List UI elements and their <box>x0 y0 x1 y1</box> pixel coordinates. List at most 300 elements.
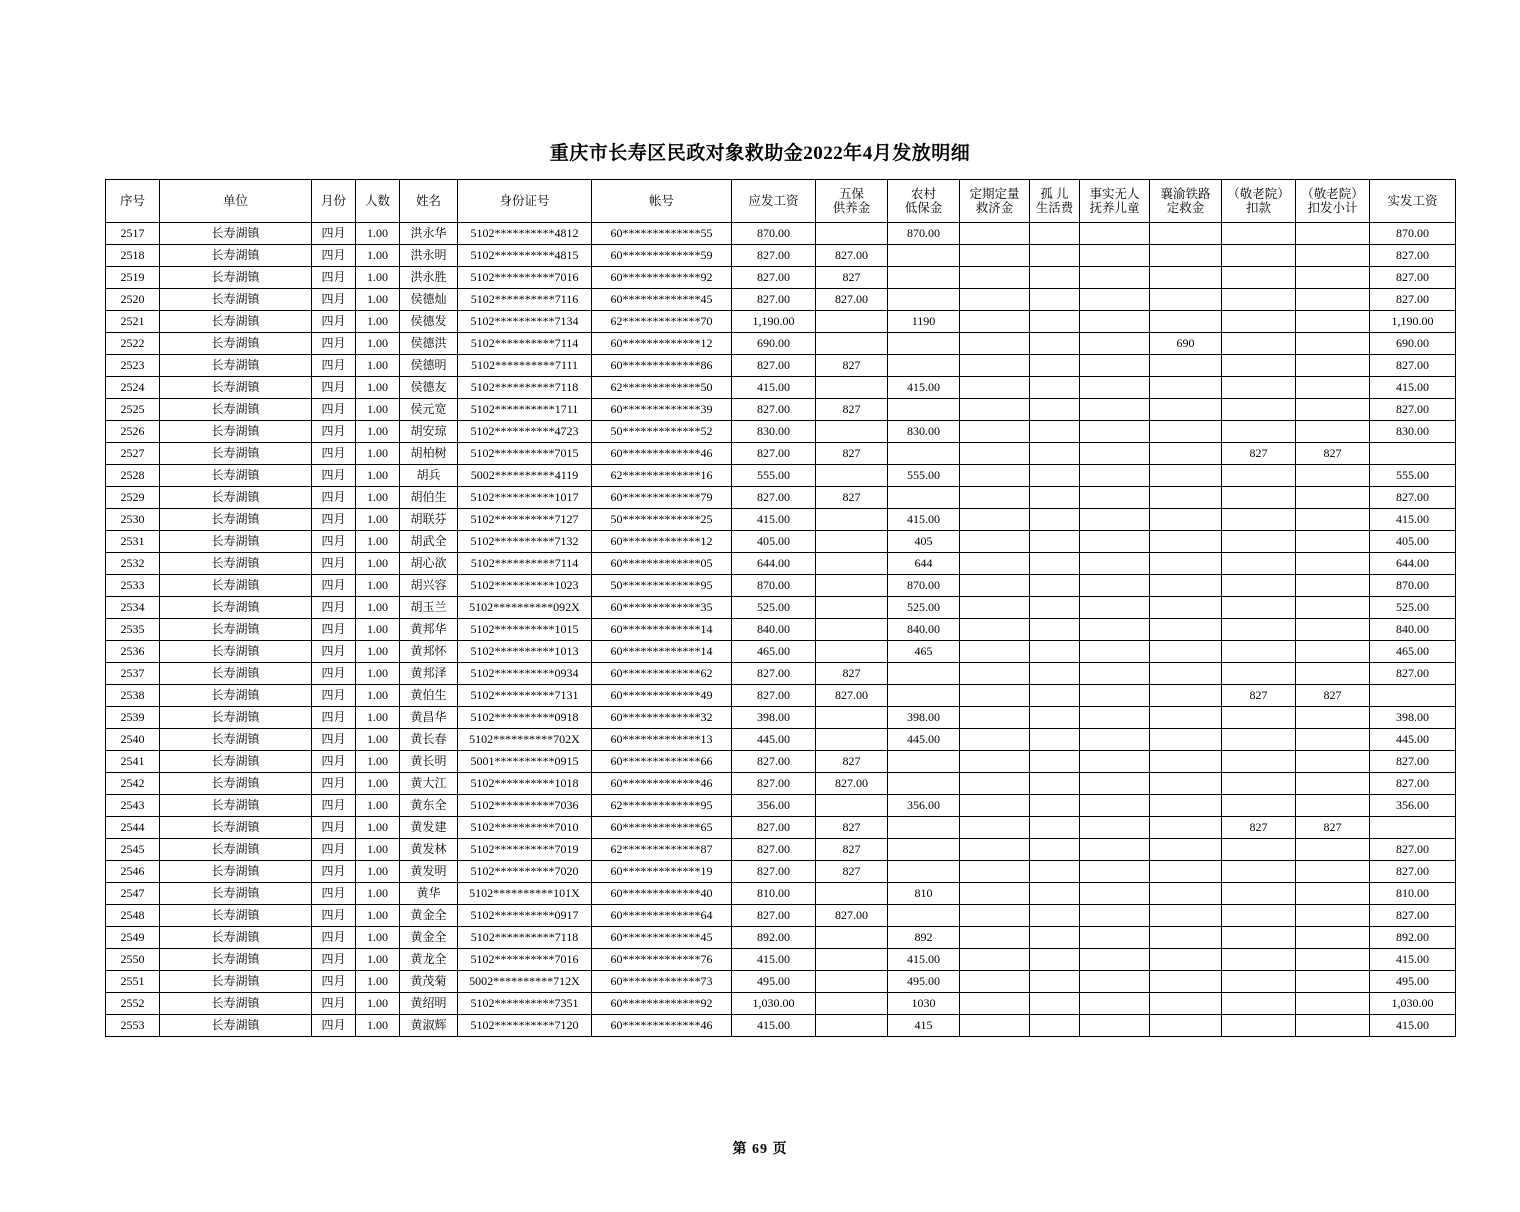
cell-0: 2540 <box>106 729 160 751</box>
cell-amount-11 <box>1030 993 1080 1015</box>
cell-amount-14 <box>1222 993 1296 1015</box>
cell-amount-12 <box>1080 421 1150 443</box>
cell-amount-9 <box>888 663 960 685</box>
column-header-8 <box>816 180 888 223</box>
cell-1: 长寿湖镇 <box>160 619 312 641</box>
cell-amount-16: 827.00 <box>1370 355 1456 377</box>
cell-account-number: 60*************45 <box>592 927 732 949</box>
cell-amount-14 <box>1222 861 1296 883</box>
cell-amount-16 <box>1370 817 1456 839</box>
cell-2: 四月 <box>312 267 356 289</box>
cell-id-number: 5102**********4723 <box>458 421 592 443</box>
table-row <box>106 443 1456 465</box>
cell-amount-12 <box>1080 245 1150 267</box>
cell-3: 1.00 <box>356 685 400 707</box>
cell-amount-14 <box>1222 773 1296 795</box>
cell-amount-14 <box>1222 597 1296 619</box>
table-row <box>106 927 1456 949</box>
cell-person-name: 黄金全 <box>400 927 458 949</box>
cell-amount-15 <box>1296 311 1370 333</box>
cell-amount-15 <box>1296 641 1370 663</box>
cell-id-number: 5102**********101X <box>458 883 592 905</box>
cell-id-number: 5102**********702X <box>458 729 592 751</box>
cell-amount-12 <box>1080 729 1150 751</box>
cell-amount-13 <box>1150 883 1222 905</box>
cell-account-number: 60*************46 <box>592 1015 732 1037</box>
cell-amount-14 <box>1222 289 1296 311</box>
cell-amount-7: 827.00 <box>732 443 816 465</box>
cell-amount-11 <box>1030 773 1080 795</box>
column-header-9 <box>888 180 960 223</box>
column-header-line1: 身份证号 <box>499 193 550 208</box>
cell-amount-13 <box>1150 377 1222 399</box>
cell-1: 长寿湖镇 <box>160 597 312 619</box>
table-header-row <box>106 180 1456 223</box>
cell-amount-11 <box>1030 377 1080 399</box>
cell-person-name: 黄茂菊 <box>400 971 458 993</box>
cell-3: 1.00 <box>356 509 400 531</box>
cell-1: 长寿湖镇 <box>160 795 312 817</box>
cell-1: 长寿湖镇 <box>160 971 312 993</box>
cell-amount-8 <box>816 377 888 399</box>
cell-amount-13 <box>1150 971 1222 993</box>
cell-2: 四月 <box>312 773 356 795</box>
cell-0: 2553 <box>106 1015 160 1037</box>
cell-person-name: 黄邦华 <box>400 619 458 641</box>
cell-amount-11 <box>1030 751 1080 773</box>
cell-amount-8 <box>816 1015 888 1037</box>
cell-amount-15 <box>1296 861 1370 883</box>
cell-amount-8 <box>816 993 888 1015</box>
cell-amount-9: 810 <box>888 883 960 905</box>
cell-amount-12 <box>1080 773 1150 795</box>
cell-amount-7: 827.00 <box>732 861 816 883</box>
cell-account-number: 62*************16 <box>592 465 732 487</box>
cell-3: 1.00 <box>356 993 400 1015</box>
cell-amount-14 <box>1222 883 1296 905</box>
cell-id-number: 5002**********4119 <box>458 465 592 487</box>
cell-id-number: 5102**********092X <box>458 597 592 619</box>
cell-amount-8 <box>816 795 888 817</box>
table-row <box>106 553 1456 575</box>
cell-amount-9 <box>888 905 960 927</box>
cell-amount-11 <box>1030 421 1080 443</box>
cell-3: 1.00 <box>356 421 400 443</box>
cell-2: 四月 <box>312 465 356 487</box>
table-row <box>106 773 1456 795</box>
table-row <box>106 795 1456 817</box>
cell-amount-11 <box>1030 289 1080 311</box>
cell-amount-16: 892.00 <box>1370 927 1456 949</box>
cell-amount-16: 465.00 <box>1370 641 1456 663</box>
cell-amount-11 <box>1030 795 1080 817</box>
cell-amount-9 <box>888 487 960 509</box>
cell-amount-11 <box>1030 443 1080 465</box>
cell-amount-9 <box>888 751 960 773</box>
column-header-11 <box>1030 180 1080 223</box>
cell-2: 四月 <box>312 311 356 333</box>
cell-amount-10 <box>960 619 1030 641</box>
cell-amount-11 <box>1030 311 1080 333</box>
column-header-line1: 孤 儿 <box>1040 186 1069 201</box>
cell-amount-10 <box>960 421 1030 443</box>
cell-amount-14 <box>1222 751 1296 773</box>
cell-amount-15 <box>1296 597 1370 619</box>
table-row <box>106 267 1456 289</box>
cell-1: 长寿湖镇 <box>160 905 312 927</box>
column-header-7 <box>732 180 816 223</box>
cell-amount-16: 356.00 <box>1370 795 1456 817</box>
cell-account-number: 62*************50 <box>592 377 732 399</box>
cell-id-number: 5102**********7118 <box>458 377 592 399</box>
cell-amount-16: 870.00 <box>1370 575 1456 597</box>
cell-1: 长寿湖镇 <box>160 267 312 289</box>
cell-1: 长寿湖镇 <box>160 927 312 949</box>
cell-amount-15: 827 <box>1296 685 1370 707</box>
cell-person-name: 黄长春 <box>400 729 458 751</box>
cell-amount-7: 827.00 <box>732 773 816 795</box>
column-header-10 <box>960 180 1030 223</box>
cell-amount-9 <box>888 399 960 421</box>
cell-1: 长寿湖镇 <box>160 355 312 377</box>
cell-amount-16: 445.00 <box>1370 729 1456 751</box>
table-row <box>106 729 1456 751</box>
cell-account-number: 60*************45 <box>592 289 732 311</box>
cell-amount-11 <box>1030 333 1080 355</box>
cell-amount-15 <box>1296 707 1370 729</box>
table-row <box>106 707 1456 729</box>
cell-account-number: 60*************05 <box>592 553 732 575</box>
table-row <box>106 487 1456 509</box>
cell-id-number: 5102**********7114 <box>458 553 592 575</box>
table-row <box>106 905 1456 927</box>
cell-1: 长寿湖镇 <box>160 531 312 553</box>
cell-2: 四月 <box>312 333 356 355</box>
cell-amount-16: 398.00 <box>1370 707 1456 729</box>
cell-person-name: 黄发明 <box>400 861 458 883</box>
cell-id-number: 5102**********7118 <box>458 927 592 949</box>
cell-account-number: 60*************55 <box>592 223 732 245</box>
cell-amount-16: 827.00 <box>1370 773 1456 795</box>
cell-amount-10 <box>960 509 1030 531</box>
cell-person-name: 侯德洪 <box>400 333 458 355</box>
cell-id-number: 5102**********7116 <box>458 289 592 311</box>
cell-id-number: 5102**********7351 <box>458 993 592 1015</box>
cell-amount-8: 827 <box>816 751 888 773</box>
cell-1: 长寿湖镇 <box>160 245 312 267</box>
cell-account-number: 60*************92 <box>592 993 732 1015</box>
cell-person-name: 胡柏树 <box>400 443 458 465</box>
cell-amount-12 <box>1080 817 1150 839</box>
cell-amount-7: 495.00 <box>732 971 816 993</box>
cell-amount-11 <box>1030 707 1080 729</box>
cell-2: 四月 <box>312 663 356 685</box>
cell-3: 1.00 <box>356 443 400 465</box>
cell-account-number: 60*************13 <box>592 729 732 751</box>
cell-amount-13 <box>1150 465 1222 487</box>
cell-3: 1.00 <box>356 883 400 905</box>
cell-amount-7: 827.00 <box>732 905 816 927</box>
cell-amount-10 <box>960 641 1030 663</box>
cell-amount-13 <box>1150 531 1222 553</box>
cell-person-name: 黄邦泽 <box>400 663 458 685</box>
cell-amount-15 <box>1296 355 1370 377</box>
cell-amount-8 <box>816 421 888 443</box>
cell-person-name: 洪永明 <box>400 245 458 267</box>
cell-amount-12 <box>1080 883 1150 905</box>
table-header <box>106 180 1456 223</box>
cell-amount-15 <box>1296 905 1370 927</box>
cell-id-number: 5102**********7131 <box>458 685 592 707</box>
cell-person-name: 胡联芬 <box>400 509 458 531</box>
cell-amount-8: 827 <box>816 267 888 289</box>
cell-amount-12 <box>1080 619 1150 641</box>
cell-amount-9: 495.00 <box>888 971 960 993</box>
cell-amount-8 <box>816 465 888 487</box>
cell-amount-12 <box>1080 751 1150 773</box>
cell-amount-9 <box>888 333 960 355</box>
cell-amount-7: 525.00 <box>732 597 816 619</box>
cell-amount-13 <box>1150 509 1222 531</box>
cell-amount-13 <box>1150 685 1222 707</box>
cell-amount-13: 690 <box>1150 333 1222 355</box>
cell-amount-9: 644 <box>888 553 960 575</box>
cell-amount-9: 445.00 <box>888 729 960 751</box>
cell-0: 2524 <box>106 377 160 399</box>
cell-amount-15 <box>1296 245 1370 267</box>
cell-amount-9 <box>888 773 960 795</box>
cell-amount-9 <box>888 685 960 707</box>
cell-amount-15 <box>1296 465 1370 487</box>
cell-account-number: 60*************35 <box>592 597 732 619</box>
cell-account-number: 60*************65 <box>592 817 732 839</box>
cell-2: 四月 <box>312 355 356 377</box>
cell-amount-10 <box>960 465 1030 487</box>
cell-amount-11 <box>1030 927 1080 949</box>
cell-amount-14 <box>1222 1015 1296 1037</box>
cell-amount-15 <box>1296 927 1370 949</box>
cell-amount-10 <box>960 861 1030 883</box>
column-header-1 <box>160 180 312 223</box>
cell-amount-13 <box>1150 443 1222 465</box>
cell-amount-9: 830.00 <box>888 421 960 443</box>
cell-amount-13 <box>1150 245 1222 267</box>
cell-account-number: 60*************64 <box>592 905 732 927</box>
cell-amount-8: 827 <box>816 817 888 839</box>
table-body <box>106 223 1456 1037</box>
cell-amount-11 <box>1030 905 1080 927</box>
cell-1: 长寿湖镇 <box>160 487 312 509</box>
cell-2: 四月 <box>312 399 356 421</box>
cell-amount-11 <box>1030 553 1080 575</box>
cell-3: 1.00 <box>356 553 400 575</box>
cell-amount-14: 827 <box>1222 685 1296 707</box>
cell-person-name: 胡玉兰 <box>400 597 458 619</box>
cell-amount-16: 827.00 <box>1370 245 1456 267</box>
cell-amount-10 <box>960 245 1030 267</box>
cell-amount-8: 827 <box>816 861 888 883</box>
cell-amount-10 <box>960 993 1030 1015</box>
cell-amount-12 <box>1080 795 1150 817</box>
cell-amount-9 <box>888 817 960 839</box>
cell-amount-16: 555.00 <box>1370 465 1456 487</box>
cell-amount-11 <box>1030 729 1080 751</box>
cell-amount-8 <box>816 597 888 619</box>
cell-0: 2544 <box>106 817 160 839</box>
cell-amount-11 <box>1030 949 1080 971</box>
cell-amount-13 <box>1150 795 1222 817</box>
cell-amount-14 <box>1222 399 1296 421</box>
cell-account-number: 62*************70 <box>592 311 732 333</box>
cell-account-number: 60*************39 <box>592 399 732 421</box>
cell-2: 四月 <box>312 443 356 465</box>
cell-person-name: 黄昌华 <box>400 707 458 729</box>
cell-amount-11 <box>1030 1015 1080 1037</box>
cell-account-number: 60*************40 <box>592 883 732 905</box>
cell-amount-8: 827 <box>816 399 888 421</box>
cell-3: 1.00 <box>356 575 400 597</box>
cell-amount-11 <box>1030 839 1080 861</box>
cell-person-name: 黄绍明 <box>400 993 458 1015</box>
cell-3: 1.00 <box>356 465 400 487</box>
cell-amount-11 <box>1030 971 1080 993</box>
cell-amount-14 <box>1222 707 1296 729</box>
cell-amount-13 <box>1150 641 1222 663</box>
cell-amount-15 <box>1296 333 1370 355</box>
cell-amount-14 <box>1222 663 1296 685</box>
cell-amount-7: 465.00 <box>732 641 816 663</box>
cell-1: 长寿湖镇 <box>160 685 312 707</box>
cell-amount-12 <box>1080 509 1150 531</box>
cell-id-number: 5102**********7010 <box>458 817 592 839</box>
cell-person-name: 黄伯生 <box>400 685 458 707</box>
column-header-16 <box>1370 180 1456 223</box>
column-header-line1: 月份 <box>320 193 346 208</box>
cell-amount-8 <box>816 949 888 971</box>
cell-amount-12 <box>1080 685 1150 707</box>
cell-2: 四月 <box>312 795 356 817</box>
cell-amount-15 <box>1296 289 1370 311</box>
cell-amount-13 <box>1150 619 1222 641</box>
cell-0: 2518 <box>106 245 160 267</box>
cell-amount-9 <box>888 839 960 861</box>
cell-amount-12 <box>1080 861 1150 883</box>
cell-amount-7: 827.00 <box>732 487 816 509</box>
column-header-line2: 扣发小计 <box>1307 201 1358 215</box>
cell-3: 1.00 <box>356 399 400 421</box>
cell-amount-14: 827 <box>1222 443 1296 465</box>
cell-amount-7: 827.00 <box>732 289 816 311</box>
cell-1: 长寿湖镇 <box>160 839 312 861</box>
cell-0: 2530 <box>106 509 160 531</box>
cell-amount-9: 415.00 <box>888 949 960 971</box>
cell-amount-13 <box>1150 575 1222 597</box>
cell-person-name: 黄发林 <box>400 839 458 861</box>
cell-amount-10 <box>960 817 1030 839</box>
cell-amount-15 <box>1296 971 1370 993</box>
cell-person-name: 黄龙全 <box>400 949 458 971</box>
cell-1: 长寿湖镇 <box>160 1015 312 1037</box>
cell-2: 四月 <box>312 685 356 707</box>
cell-id-number: 5102**********7134 <box>458 311 592 333</box>
column-header-line2: 扣款 <box>1245 201 1271 215</box>
cell-2: 四月 <box>312 289 356 311</box>
cell-amount-14 <box>1222 267 1296 289</box>
cell-amount-8 <box>816 927 888 949</box>
cell-amount-14 <box>1222 355 1296 377</box>
cell-amount-16: 827.00 <box>1370 267 1456 289</box>
table-row <box>106 377 1456 399</box>
cell-amount-10 <box>960 927 1030 949</box>
cell-amount-9 <box>888 245 960 267</box>
cell-3: 1.00 <box>356 289 400 311</box>
cell-3: 1.00 <box>356 597 400 619</box>
cell-amount-12 <box>1080 971 1150 993</box>
cell-amount-9: 356.00 <box>888 795 960 817</box>
cell-3: 1.00 <box>356 663 400 685</box>
column-header-line2: 低保金 <box>904 201 943 215</box>
cell-id-number: 5102**********1015 <box>458 619 592 641</box>
cell-amount-15 <box>1296 883 1370 905</box>
cell-person-name: 侯德友 <box>400 377 458 399</box>
cell-amount-8 <box>816 531 888 553</box>
cell-0: 2548 <box>106 905 160 927</box>
cell-0: 2549 <box>106 927 160 949</box>
cell-person-name: 洪永华 <box>400 223 458 245</box>
cell-1: 长寿湖镇 <box>160 641 312 663</box>
cell-3: 1.00 <box>356 751 400 773</box>
cell-account-number: 60*************49 <box>592 685 732 707</box>
cell-0: 2539 <box>106 707 160 729</box>
table-row <box>106 993 1456 1015</box>
cell-amount-13 <box>1150 729 1222 751</box>
cell-amount-11 <box>1030 245 1080 267</box>
cell-id-number: 5002**********712X <box>458 971 592 993</box>
cell-amount-8: 827 <box>816 443 888 465</box>
cell-person-name: 黄大江 <box>400 773 458 795</box>
cell-person-name: 侯德明 <box>400 355 458 377</box>
cell-amount-14 <box>1222 487 1296 509</box>
column-header-line1: 姓名 <box>415 193 441 208</box>
cell-amount-9: 870.00 <box>888 223 960 245</box>
table-row <box>106 421 1456 443</box>
cell-amount-9: 840.00 <box>888 619 960 641</box>
cell-amount-7: 827.00 <box>732 685 816 707</box>
cell-3: 1.00 <box>356 773 400 795</box>
cell-amount-10 <box>960 905 1030 927</box>
cell-amount-15 <box>1296 729 1370 751</box>
cell-person-name: 黄淑辉 <box>400 1015 458 1037</box>
cell-amount-9: 1190 <box>888 311 960 333</box>
cell-amount-9: 415.00 <box>888 377 960 399</box>
cell-0: 2538 <box>106 685 160 707</box>
cell-amount-14 <box>1222 729 1296 751</box>
cell-amount-14 <box>1222 971 1296 993</box>
cell-2: 四月 <box>312 949 356 971</box>
column-header-line2: 生活费 <box>1035 201 1074 215</box>
cell-amount-9: 1030 <box>888 993 960 1015</box>
cell-2: 四月 <box>312 421 356 443</box>
cell-amount-13 <box>1150 421 1222 443</box>
cell-3: 1.00 <box>356 729 400 751</box>
table-row <box>106 399 1456 421</box>
cell-amount-15 <box>1296 553 1370 575</box>
table-row <box>106 355 1456 377</box>
column-header-line1: （敬老院） <box>1301 186 1364 201</box>
cell-2: 四月 <box>312 619 356 641</box>
cell-0: 2543 <box>106 795 160 817</box>
cell-amount-11 <box>1030 883 1080 905</box>
